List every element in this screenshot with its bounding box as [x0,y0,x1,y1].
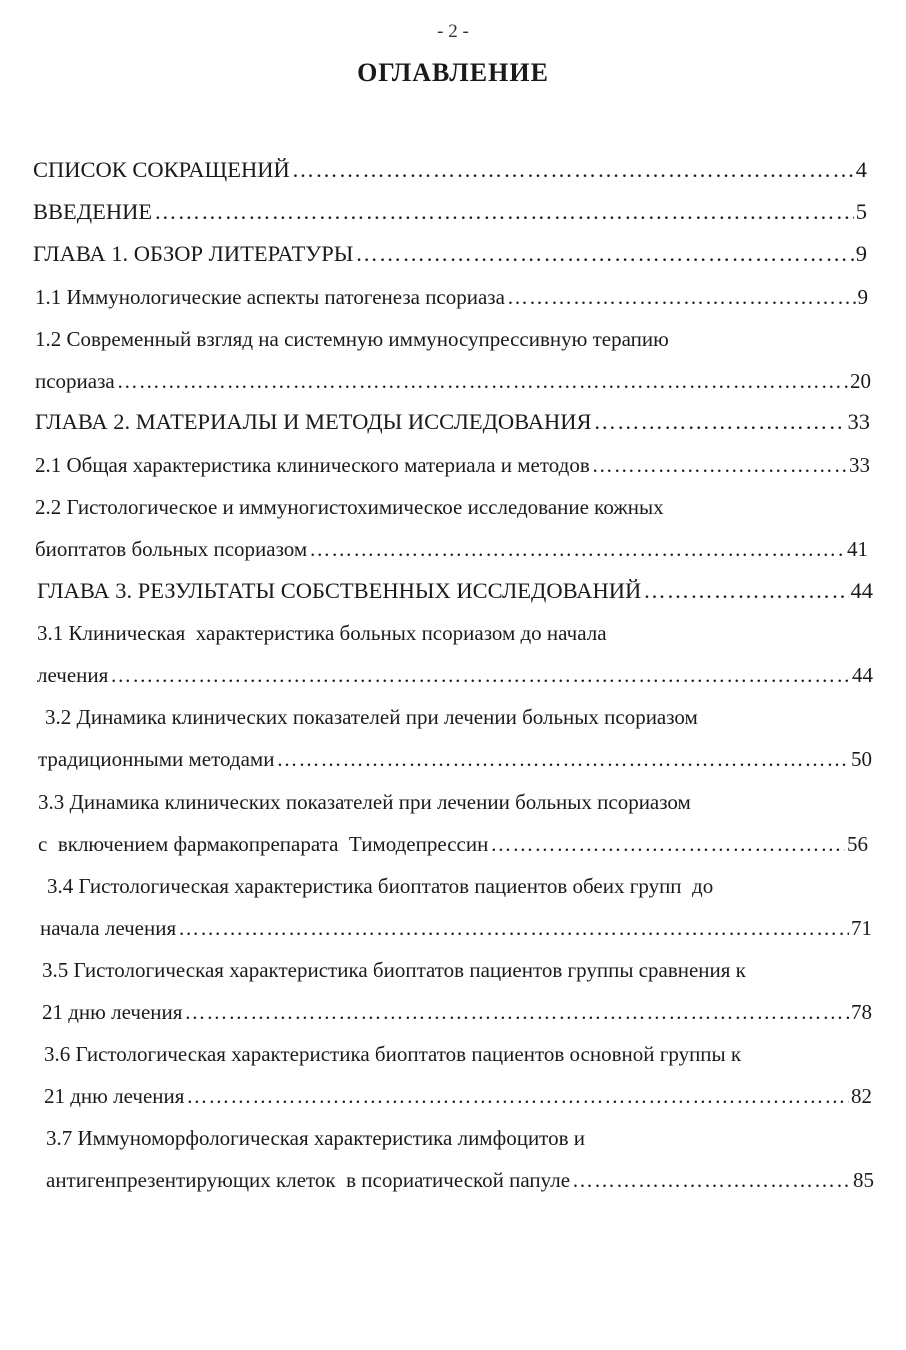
toc-entry-text: 3.3 Динамика клинических показателей при лечении больных псориазом [38,790,691,814]
toc-entry-text: 1.2 Современный взгляд на системную иммуносупрессивную терапию [35,327,669,351]
toc-entry-text: 3.1 Клиническая характеристика больных псориазом до начала [37,621,607,645]
toc-entry-text: с включением фармакопрепарата Тимодепрессин [38,832,489,856]
toc-entry-text: лечения [37,663,109,687]
toc-entry [38,828,868,860]
toc-leader [572,1164,851,1196]
toc-leader [110,659,850,691]
toc-entry-page: 44 [852,663,873,687]
toc-entry-text: 3.5 Гистологическая характеристика биоптатов пациентов группы сравнения к [42,958,746,982]
toc-entry-text: антигенпрезентирующих клеток в псориатической папуле [46,1168,571,1192]
toc-entry-page: 78 [851,1000,872,1024]
toc-entry-page: 33 [847,409,870,434]
toc-entry-page: 33 [849,453,870,477]
toc-leader [154,196,854,228]
toc-entry-text: 3.2 Динамика клинических показателей при лечении больных псориазом [45,705,698,729]
toc-entry [33,196,867,228]
toc-entry-text: ГЛАВА 3. РЕЗУЛЬТАТЫ СОБСТВЕННЫХ ИССЛЕДОВАНИЙ [37,578,642,603]
toc-entry-text: 2.2 Гистологическое и иммуногистохимическое исследование кожных [35,495,664,519]
toc-entry-text: 3.4 Гистологическая характеристика биоптатов пациентов обеих групп до [47,874,714,898]
toc-entry [35,406,870,438]
toc-entry-text: 1.1 Иммунологические аспекты патогенеза псориаза [35,285,505,309]
toc-entry [35,365,871,397]
toc-entry [38,786,872,818]
toc-entry [46,1122,872,1154]
toc-leader [186,1080,849,1112]
toc-entry-text: псориаза [35,369,115,393]
toc-entry-text: СПИСОК СОКРАЩЕНИЙ [33,157,290,182]
toc-entry [37,659,873,691]
toc-entry [42,954,872,986]
toc-entry-page: 56 [847,832,868,856]
toc-entry [33,154,867,186]
page-number: - 2 - [437,21,469,42]
toc-entry-text: ГЛАВА 2. МАТЕРИАЛЫ И МЕТОДЫ ИССЛЕДОВАНИЯ [35,409,592,434]
toc-entry-page: 9 [857,285,868,309]
toc-entry-page: 5 [855,199,867,224]
toc-entry [33,238,867,270]
toc-entry-page: 82 [851,1084,872,1108]
toc-entry [35,491,870,523]
toc-leader [309,533,845,565]
toc-entry [40,912,872,944]
toc-entry-page: 9 [855,241,867,266]
toc-entry [37,575,873,607]
toc-leader [592,449,847,481]
toc-entry [42,996,872,1028]
toc-entry [35,281,868,313]
toc-entry-text: биоптатов больных псориазом [35,537,308,561]
toc-entry-text: 3.6 Гистологическая характеристика биоптатов пациентов основной группы к [44,1042,742,1066]
toc-entry [37,617,873,649]
toc-leader [276,743,849,775]
toc-entry [35,449,870,481]
toc-entry [47,870,873,902]
toc-entry [35,533,868,565]
toc-leader [292,154,854,186]
toc-entry [44,1038,872,1070]
toc-entry-text: ГЛАВА 1. ОБЗОР ЛИТЕРАТУРЫ [33,241,354,266]
toc-entry [45,701,873,733]
toc-entry-page: 20 [850,369,871,393]
toc-leader [594,406,846,438]
toc-title: ОГЛАВЛЕНИЕ [357,58,549,87]
toc-entry-text: начала лечения [40,916,177,940]
toc-entry-text: 21 дню лечения [44,1084,185,1108]
toc-entry [46,1164,874,1196]
toc-entry-text: 2.1 Общая характеристика клинического материала и методов [35,453,590,477]
toc-entry-page: 4 [855,157,867,182]
toc-entry-page: 41 [847,537,868,561]
toc-leader [490,828,845,860]
toc-leader [178,912,849,944]
toc-leader [643,575,848,607]
toc-leader [184,996,849,1028]
toc-entry-text: 21 дню лечения [42,1000,183,1024]
toc-entry [38,743,872,775]
toc-entry-page: 85 [853,1168,874,1192]
toc-leader [117,365,848,397]
toc-entry-page: 44 [850,578,873,603]
toc-leader [507,281,856,313]
toc-entry-text: традиционными методами [38,747,275,771]
toc-entry [35,323,868,355]
toc-entry-page: 71 [851,916,872,940]
toc-entry-page: 50 [851,747,872,771]
toc-entry-text: 3.7 Иммуноморфологическая характеристика лимфоцитов и [46,1126,585,1150]
toc-entry-text: ВВЕДЕНИЕ [33,199,153,224]
toc-leader [355,238,853,270]
toc-entry [44,1080,872,1112]
